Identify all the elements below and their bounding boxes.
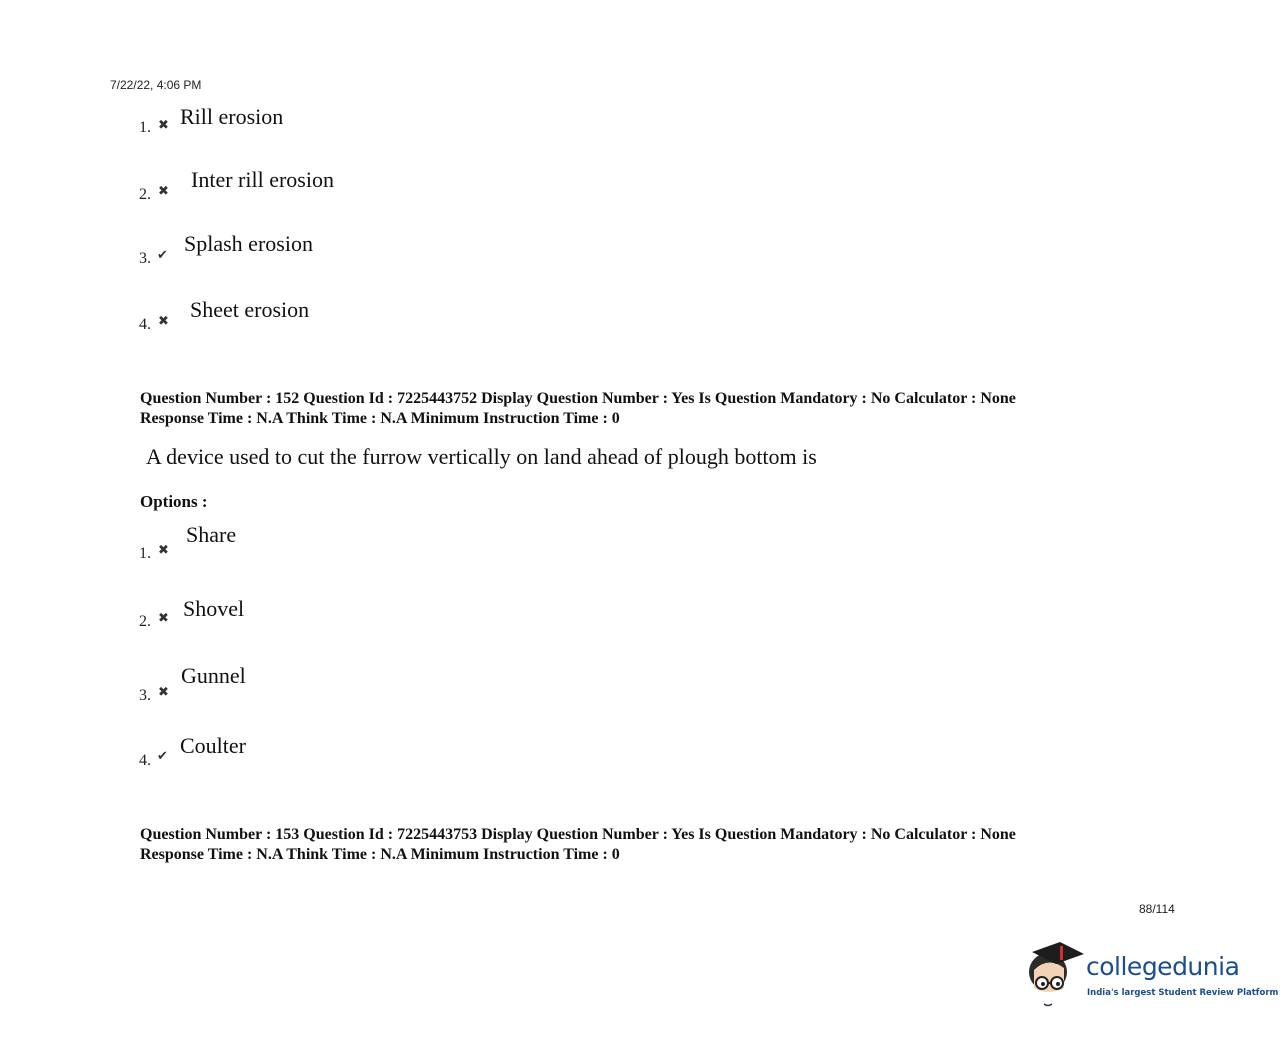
wrong-mark-icon: ✖ [158, 314, 169, 329]
question-meta-line-1: Question Number : 152 Question Id : 7225443752 Display Question Number : Yes Is Question Mandatory : No Calculator : None [140, 390, 1016, 407]
question-text: A device used to cut the furrow vertically on land ahead of plough bottom is [146, 444, 817, 469]
wrong-mark-icon: ✖ [158, 611, 169, 626]
option-number: 2. [139, 186, 151, 203]
option-text: Share [186, 522, 237, 547]
option-number: 1. [139, 545, 151, 562]
option-text: Rill erosion [180, 104, 284, 129]
option-text: Shovel [183, 596, 245, 621]
option-text: Splash erosion [184, 231, 313, 256]
option-text: Gunnel [181, 663, 246, 688]
wrong-mark-icon: ✖ [158, 685, 169, 700]
option-number: 3. [139, 687, 151, 704]
option-text: Sheet erosion [190, 297, 310, 322]
brand-tagline: India's largest Student Review Platform [1087, 988, 1279, 998]
wrong-mark-icon: ✖ [158, 118, 169, 133]
wrong-mark-icon: ✖ [158, 543, 169, 558]
correct-check-icon: ✔ [157, 749, 168, 764]
page-number: 88/114 [1139, 902, 1175, 916]
options-label: Options : [140, 492, 208, 511]
correct-check-icon: ✔ [157, 248, 168, 263]
option-number: 2. [139, 613, 151, 630]
wrong-mark-icon: ✖ [158, 184, 169, 199]
question-meta-line-1: Question Number : 153 Question Id : 7225443753 Display Question Number : Yes Is Question Mandatory : No Calculator : None [140, 826, 1016, 843]
option-number: 3. [139, 250, 151, 267]
print-timestamp: 7/22/22, 4:06 PM [110, 78, 202, 92]
option-text: Coulter [180, 733, 246, 758]
question-meta-line-2: Response Time : N.A Think Time : N.A Minimum Instruction Time : 0 [140, 846, 620, 863]
question-meta-line-2: Response Time : N.A Think Time : N.A Minimum Instruction Time : 0 [140, 410, 620, 427]
brand-name: collegedunia [1086, 952, 1240, 981]
option-number: 1. [139, 119, 151, 136]
option-number: 4. [139, 752, 151, 769]
option-text: Inter rill erosion [191, 167, 334, 192]
option-number: 4. [139, 316, 151, 333]
